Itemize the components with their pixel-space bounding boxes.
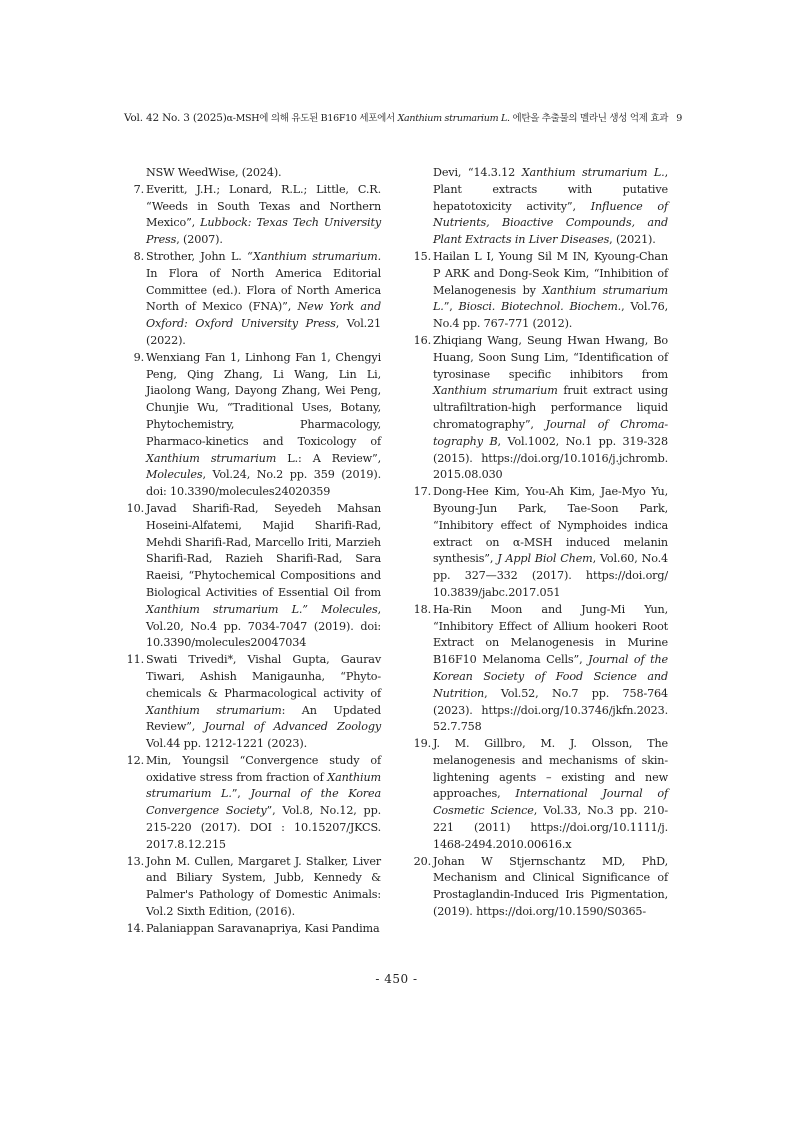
reference-9: 9. Wenxiang Fan 1, Linhong Fan 1, Chengyi Peng, Qing Zhang, Li Wang, Lin Li, Jiaolong Wang, Dayong Zhang, Wei Peng, Chunjie Wu, “Traditional Uses, Botany, Phytochemistry, Pharmacology, Pharmaco-kinetics and Toxicology of Xanthium strumarium L.: A Review”, Molecules, Vol.24, No.2 pp. 359 (2019). doi: 10.3390/molecules24020359: [133, 350, 381, 499]
references-right-column: [411, 165, 668, 921]
reference-20: 20. Johan W Stjernschantz MD, PhD, Mechanism and Clinical Significance of Prostaglandin-Induced Iris Pigmentation, (2019). https://doi.org/10.1590/S0365-: [413, 854, 668, 919]
reference-12: 12. Min, Youngsil “Convergence study of oxidative stress from fraction of Xanthium strumarium L.”, Journal of the Korea Convergence Society”, Vol.8, No.12, pp. 215-220 (2017). DOI : 10.15207/JKCS. 2017.8.12.215: [126, 753, 381, 851]
references-left-column: [124, 165, 381, 938]
reference-7: 7. Everitt, J.H.; Lonard, R.L.; Little, C.R. “Weeds in South Texas and Northern Mexico”, Lubbock: Texas Tech University Press, (2007).: [133, 182, 381, 247]
reference-continuation: NSW WeedWise, (2024).: [146, 166, 282, 179]
reference-18: 18. Ha-Rin Moon and Jung-Mi Yun, “Inhibitory Effect of Allium hookeri Root Extract on Melanogenesis in Murine B16F10 Melanoma Cells”, Journal of the Korean Society of Food Science and Nutrition, Vol.52, No.7 pp. 758-764 (2023). https://doi.org/10.3746/jkfn.2023. 52.7.758: [413, 602, 669, 734]
reference-14-continuation: Devi, “14.3.12 Xanthium strumarium L., Plant extracts with putative hepatotoxicity activity”, Influence of Nutrients, Bioactive Compounds, and Plant Extracts in Liver Diseases, (2021).: [433, 166, 668, 247]
page-footer-number: - 450 -: [375, 972, 418, 986]
reference-11: 11. Swati Trivedi*, Vishal Gupta, Gaurav Tiwari, Ashish Manigaunha, “Phyto-chemicals & Pharmacological activity of Xanthium strumarium: An Updated Review”, Journal of Advanced Zoology Vol.44 pp. 1212-1221 (2023).: [126, 653, 381, 751]
reference-15: 15. Hailan L I, Young Sil M IN, Kyoung-Chan P ARK and Dong-Seok Kim, “Inhibition of Melanogenesis by Xanthium strumarium L.”, Biosci. Biotechnol. Biochem., Vol.76, No.4 pp. 767-771 (2012).: [413, 249, 669, 331]
reference-16: 16. Zhiqiang Wang, Seung Hwan Hwang, Bo Huang, Soon Sung Lim, “Identification of tyrosinase specific inhibitors from Xanthium strumarium fruit extract using ultrafiltration-high performance liquid chromatography”, Journal of Chroma-tography B, Vol.1002, No.1 pp. 319-328 (2015). https://doi.org/10.1016/j.jchromb. 2015.08.030: [413, 333, 668, 482]
header-page-number: 9: [676, 113, 683, 124]
running-title: α-MSH에 의해 유도된 B16F10 세포에서 Xanthium strumarium L. 에탄올 추출물의 멜라닌 생성 억제 효과 9: [226, 113, 683, 124]
reference-14: 14. Palaniappan Saravanapriya, Kasi Pandima: [126, 921, 380, 935]
running-header: [124, 110, 683, 124]
reference-19: 19. J. M. Gillbro, M. J. Olsson, The melanogenesis and mechanisms of skin-lightening agents – existing and new approaches, International Journal of Cosmetic Science, Vol.33, No.3 pp. 210-221 (2011) https://doi.org/10.1111/j. 1468-2494.2010.00616.x: [413, 737, 669, 851]
reference-17: 17. Dong-Hee Kim, You-Ah Kim, Jae-Myo Yu, Byoung-Jun Park, Tae-Soon Park, “Inhibitory effect of Nymphoides indica extract on α-MSH induced melanin synthesis”, J Appl Biol Chem, Vol.60, No.4 pp. 327—332 (2017). https://doi.org/ 10.3839/jabc.2017.051: [413, 485, 668, 599]
reference-8: 8. Strother, John L. “Xanthium strumarium. In Flora of North America Editorial Committee (ed.). Flora of North America North of Mexico (FNA)”, New York and Oxford: Oxford University Press, Vol.21 (2022).: [133, 249, 381, 347]
reference-10: 10. Javad Sharifi-Rad, Seyedeh Mahsan Hoseini-Alfatemi, Majid Sharifi-Rad, Mehdi Sharifi-Rad, Marcello Iriti, Marzieh Sharifi-Rad, Razieh Sharifi-Rad, Sara Raeisi, “Phytochemical Compositions and Biological Activities of Essential Oil from Xanthium strumarium L.” Molecules, Vol.20, No.4 pp. 7034-7047 (2019). doi: 10.3390/molecules20047034: [126, 501, 381, 650]
journal-volume: Vol. 42 No. 3 (2025): [124, 112, 227, 124]
reference-13: 13. John M. Cullen, Margaret J. Stalker, Liver and Biliary System, Jubb, Kennedy & Palmer's Pathology of Domestic Animals: Vol.2 Sixth Edition, (2016).: [126, 854, 381, 919]
